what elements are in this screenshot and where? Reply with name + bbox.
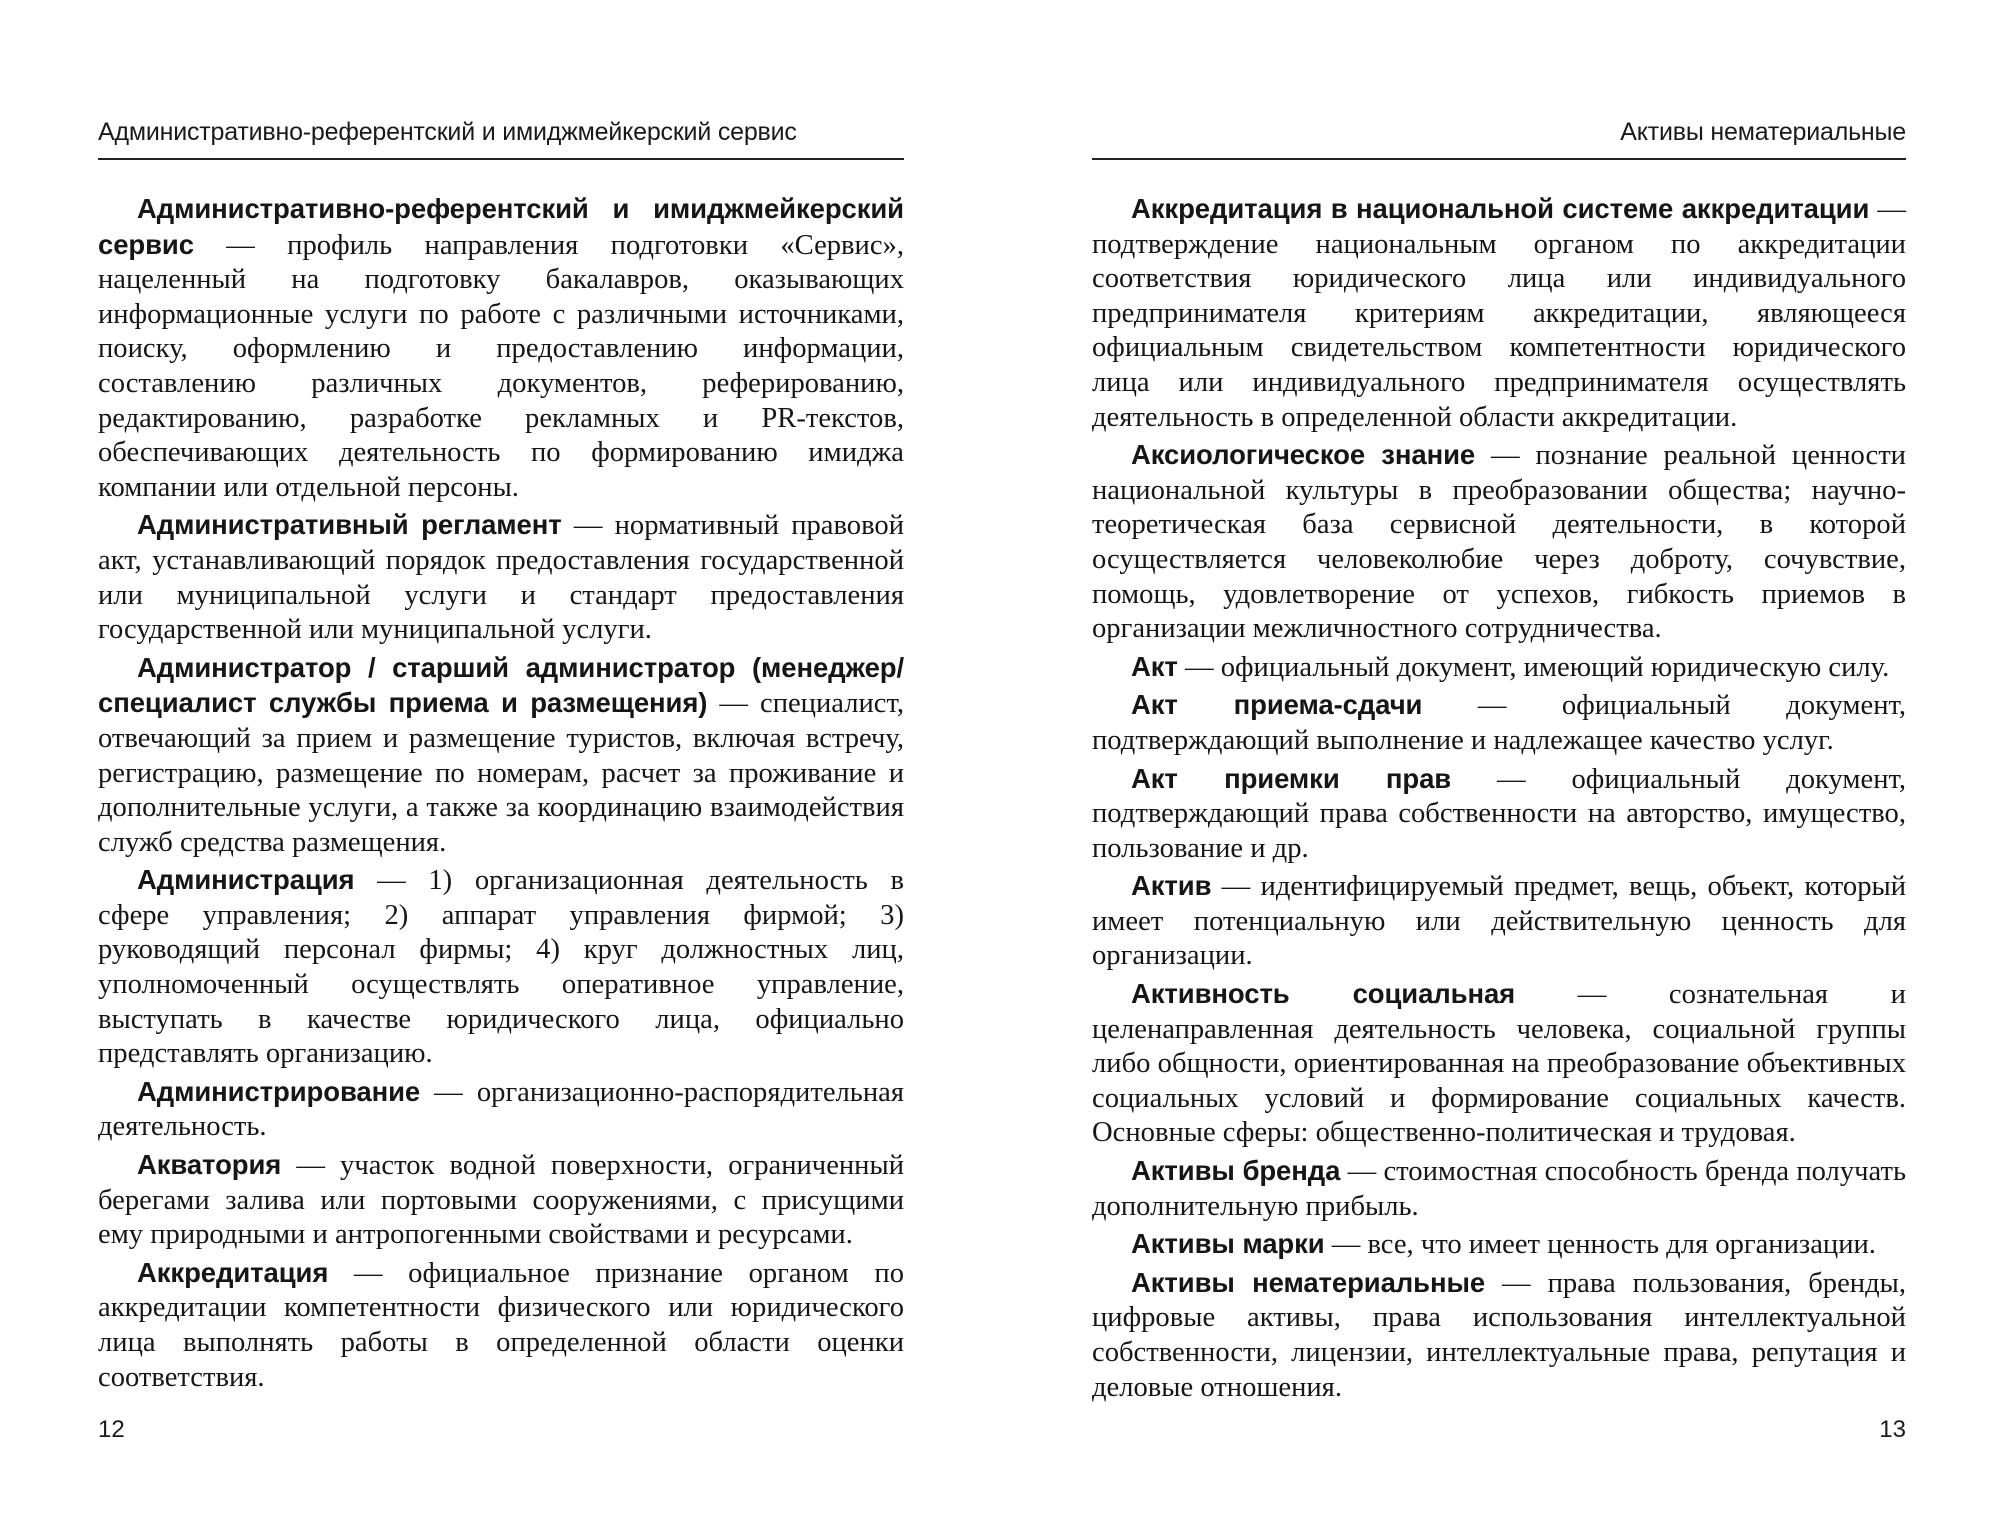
glossary-entry [1092, 762, 1906, 867]
entry-term: Администратор / старший администратор (менеджер/специалист службы приема и размещения) [98, 651, 904, 719]
entry-definition: — сознательная и целенаправленная деятельность человека, социальной группы либо общности, ориентированная на преобразование объективных социальных условий и формирование социальных качеств. Основные сферы: общественно-политическая и трудовая. [1092, 979, 1906, 1149]
entry-definition: — участок водной поверхности, ограниченный берегами залива или портовыми сооружениями, с присущими ему природными и антропогенными свойствами и ресурсами. [98, 1150, 904, 1251]
glossary-entry [1092, 1154, 1906, 1224]
entry-definition: — официальный документ, имеющий юридическую силу. [1177, 651, 1890, 683]
entry-definition: — права пользования, бренды, цифровые активы, права использования интеллектуальной собственности, лицензии, интеллектуальные права, репутация и деловые отношения. [1092, 1267, 1906, 1403]
glossary-entry [1092, 688, 1906, 758]
glossary-entry [1092, 438, 1906, 647]
entry-term: Активы марки [1131, 1228, 1325, 1260]
page-number: 13 [1879, 1416, 1906, 1443]
entry-term: Аксиологическое знание [1131, 439, 1476, 471]
entry-definition: — официальный документ, подтверждающий выполнение и надлежащее качество услуг. [1092, 690, 1907, 756]
glossary-entry [1092, 650, 1906, 686]
entry-term: Административный регламент [137, 509, 562, 541]
entry-term: Актив [1131, 870, 1212, 902]
glossary-entry [98, 651, 904, 861]
glossary-entry [1092, 1266, 1906, 1405]
glossary-entry [1092, 869, 1906, 974]
entry-term: Активы нематериальные [1131, 1266, 1486, 1298]
entry-term: Акватория [137, 1149, 282, 1181]
header-rule [1092, 158, 1906, 160]
right-page [1092, 0, 1906, 1537]
entry-definition: — нормативный правовой акт, устанавливающий порядок предоставления государственной или муниципальной услуги и стандарт предоставления государственной или муниципальной услуги. [98, 510, 904, 646]
left-page [98, 0, 904, 1537]
glossary-entry [98, 863, 904, 1072]
glossary-entry [98, 1148, 904, 1253]
running-head: Активы нематериальные [1620, 118, 1906, 146]
entry-term: Административно-референтский и имиджмейкерский сервис [98, 193, 904, 260]
entry-definition: — официальный документ, подтверждающий права собственности на авторство, имущество, пользование и др. [1092, 763, 1907, 864]
entry-definition: — идентифицируемый предмет, вещь, объект, который имеет потенциальную или действительную ценность для организации. [1092, 871, 1906, 972]
entry-term: Аккредитация [137, 1256, 329, 1288]
entry-term: Акт приемки прав [1131, 762, 1452, 794]
entry-definition: — 1) организационная деятельность в сфере управления; 2) аппарат управления фирмой; 3) руководящий персонал фирмы; 4) круг должностных лиц, уполномоченный осуществлять оперативное управление, выступать в качестве юридического лица, официально представлять организацию. [98, 865, 904, 1070]
entry-definition: — профиль направления подготовки «Сервис», нацеленный на подготовку бакалавров, оказывающих информационные услуги по работе с различными источниками, поиску, оформлению и предоставлению информации, составлению различных документов, реферированию, редактированию, разработке рекламных и PR-текстов, обеспечивающих деятельность по формированию имиджа компании или отдельной персоны. [98, 229, 904, 503]
glossary-entry [98, 508, 904, 647]
entry-definition: — все, что имеет ценность для организации. [1324, 1229, 1876, 1261]
glossary-entries [98, 192, 904, 1398]
glossary-entry [98, 1075, 904, 1145]
entry-definition: — специалист, отвечающий за прием и размещение туристов, включая встречу, регистрацию, размещение по номерам, расчет за проживание и дополнительные услуги, а также за координацию взаимодействия служб средства размещения. [98, 688, 904, 858]
glossary-entry [1092, 1227, 1906, 1263]
entry-term: Акт приема-сдачи [1131, 689, 1423, 721]
glossary-entry [98, 192, 904, 505]
page-number: 12 [98, 1416, 125, 1443]
entry-definition: — подтверждение национальным органом по аккредитации соответствия юридического лица или индивидуального предпринимателя критериям аккредитации, являющееся официальным свидетельством компетентности юридического лица или индивидуального предпринимателя осуществлять деятельность в определенной области аккредитации. [1092, 194, 1906, 433]
entry-term: Аккредитация в национальной системе аккредитации [1131, 193, 1870, 224]
glossary-entries [1092, 192, 1906, 1408]
entry-definition: — официальное признание органом по аккредитации компетентности физического или юридического лица выполнять работы в определенной области оценки соответствия. [98, 1257, 904, 1393]
running-head: Административно-референтский и имиджмейкерский сервис [98, 118, 797, 146]
entry-term: Администрирование [137, 1075, 421, 1107]
entry-definition: — познание реальной ценности национальной культуры в преобразовании общества; научно-теоретическая база сервисной деятельности, в которой осуществляется человеколюбие через доброту, сочувствие, помощь, удовлетворение от успехов, гибкость приемов в организации межличностного сотрудничества. [1092, 440, 1906, 645]
glossary-entry [98, 1256, 904, 1395]
glossary-entry [1092, 977, 1906, 1151]
header-rule [98, 158, 904, 160]
entry-term: Акт [1131, 650, 1178, 682]
entry-term: Активы бренда [1131, 1155, 1341, 1187]
entry-term: Администрация [137, 864, 355, 896]
entry-term: Активность социальная [1131, 978, 1516, 1010]
entry-definition: — стоимостная способность бренда получать дополнительную прибыль. [1092, 1156, 1906, 1222]
entry-definition: — организационно-распорядительная деятельность. [98, 1076, 904, 1143]
glossary-entry [1092, 192, 1906, 435]
